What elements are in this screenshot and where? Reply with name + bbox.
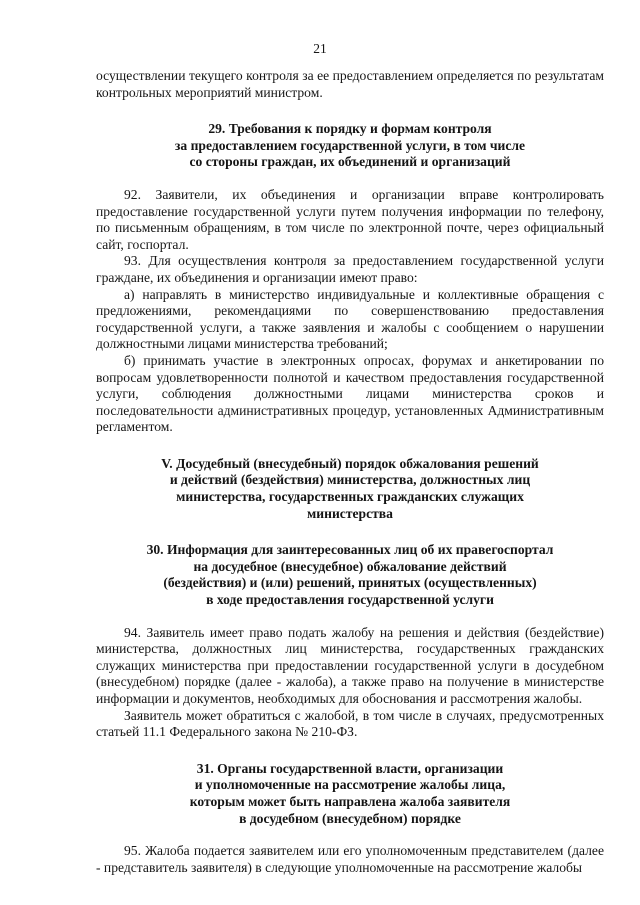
heading-line: 29. Требования к порядку и формам контроля [208,121,492,137]
paragraph-94-continued: Заявитель может обратиться с жалобой, в том числе в случаях, предусмотренных статьей 11.1 Федерального закона № 210-ФЗ. [96,707,604,740]
spacer [96,827,604,843]
chapter-heading-v [96,456,604,522]
heading-line: 30. Информация для заинтересованных лиц об их правегоспортал [146,542,554,558]
heading-line: (бездействия) и (или) решений, принятых (осуществленных) [163,575,537,591]
section-heading-31 [96,761,604,827]
section-heading-30 [96,542,604,608]
spacer [96,741,604,761]
heading-line: министерства, государственных гражданских служащих [176,489,524,505]
paragraph-continuation: осуществлении текущего контроля за ее предоставлением определяется по результатам контрольных мероприятий министром. [96,68,604,100]
paragraph-93a: а) направлять в министерство индивидуальные и коллективные обращения с предложениями, рекомендациями по совершенствованию предоставления государственной услуги, а также заявления и жалобы с сообщением о нарушении должностными лицами министерства требований; [96,286,604,352]
heading-line: за предоставлением государственной услуги, в том числе [174,137,526,153]
heading-line: в досудебном (внесудебном) порядке [239,810,461,826]
page-number: 21 [313,41,327,56]
heading-line: на досудебное (внесудебное) обжалование действий [193,558,507,574]
spacer [96,436,604,456]
heading-line: министерства [307,505,393,521]
spacer [96,609,604,625]
paragraph-94: 94. Заявитель имеет право подать жалобу на решения и действия (бездействие) министерства, должностных лиц министерства, государственных гражданских служащих министерства при предоставлении государственной услуги в досудебном (внесудебном) порядке (далее - жалоба), а также право на получение в министерстве информации и документов, необходимых для обоснования и рассмотрения жалобы. [96,624,604,706]
heading-line: и уполномоченные на рассмотрение жалобы лица, [194,777,506,793]
spacer [96,522,604,542]
spacer [96,171,604,187]
heading-line: 31. Органы государственной власти, организации [196,760,504,776]
paragraph-95: 95. Жалоба подается заявителем или его уполномоченным представителем (далее - представитель заявителя) в следующие уполномоченные на рассмотрение жалобы [96,843,604,875]
spacer [96,101,604,121]
paragraph-93: 93. Для осуществления контроля за предоставлением государственной услуги граждане, их объединения и организации имеют право: [96,253,604,285]
heading-line: V. Досудебный (внесудебный) порядок обжалования решений [161,455,539,471]
heading-line: которым может быть направлена жалоба заявителя [189,793,511,809]
heading-line: в ходе предоставления государственной услуги [206,592,494,608]
paragraph-93b: б) принимать участие в электронных опросах, форумах и анкетировании по вопросам удовлетворенности полнотой и качеством предоставления государственной услуги, соблюдения должностными лицами министерства сроков и последовательности административных процедур, установленных Административным регламентом. [96,352,604,435]
section-heading-29 [96,121,604,171]
document-body [96,68,604,876]
heading-line: со стороны граждан, их объединений и организаций [189,154,511,170]
heading-line: и действий (бездействия) министерства, должностных лиц [169,472,531,488]
paragraph-92: 92. Заявители, их объединения и организации вправе контролировать предоставление государственной услуги путем получения информации по телефону, по письменным обращениям, в том числе по электронной почте, через официальный сайт, госпортал. [96,186,604,252]
